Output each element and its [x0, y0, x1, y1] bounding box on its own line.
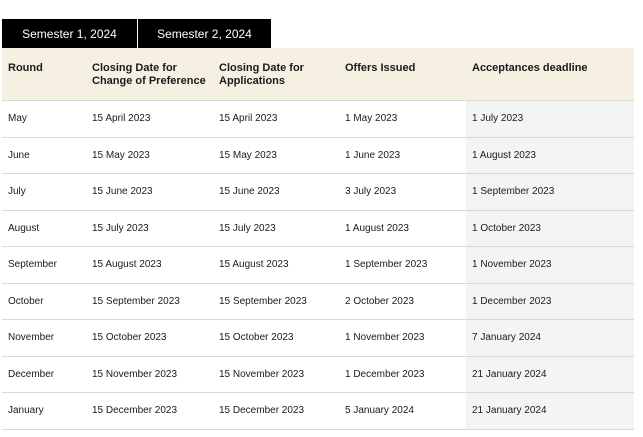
table-body — [2, 101, 634, 430]
cell-round: December — [8, 368, 55, 380]
header-closing-change-of-preference: Closing Date for Change of Preference — [92, 62, 206, 87]
cell-closing-applications: 15 October 2023 — [219, 332, 294, 344]
cell-closing-change-of-preference: 15 June 2023 — [92, 186, 153, 198]
header-closing-applications: Closing Date for Applications — [219, 62, 304, 87]
cell-acceptances-deadline: 1 November 2023 — [466, 247, 634, 283]
cell-offers-issued: 1 December 2023 — [345, 368, 425, 380]
cell-closing-change-of-preference: 15 October 2023 — [92, 332, 167, 344]
cell-round: August — [8, 222, 40, 234]
cell-round: May — [8, 113, 27, 125]
cell-offers-issued: 1 June 2023 — [345, 149, 401, 161]
table-row — [2, 211, 634, 248]
cell-closing-change-of-preference: 15 July 2023 — [92, 222, 149, 234]
cell-closing-change-of-preference: 15 April 2023 — [92, 113, 151, 125]
table-row — [2, 284, 634, 321]
cell-round: June — [8, 149, 30, 161]
cell-closing-applications: 15 August 2023 — [219, 259, 289, 271]
cell-closing-applications: 15 December 2023 — [219, 405, 305, 417]
table-row — [2, 138, 634, 175]
table-row — [2, 320, 634, 357]
cell-round: July — [8, 186, 26, 198]
table-row — [2, 247, 634, 284]
cell-offers-issued: 1 November 2023 — [345, 332, 425, 344]
cell-offers-issued: 1 September 2023 — [345, 259, 428, 271]
cell-round: September — [8, 259, 57, 271]
table-row — [2, 393, 634, 430]
cell-acceptances-deadline: 1 July 2023 — [466, 101, 634, 137]
header-acceptances-deadline: Acceptances deadline — [472, 62, 588, 74]
cell-offers-issued: 1 August 2023 — [345, 222, 409, 234]
cell-offers-issued: 2 October 2023 — [345, 295, 414, 307]
cell-round: November — [8, 332, 55, 344]
cell-acceptances-deadline: 7 January 2024 — [466, 320, 634, 356]
cell-acceptances-deadline: 21 January 2024 — [466, 357, 634, 393]
cell-offers-issued: 5 January 2024 — [345, 405, 414, 417]
cell-offers-issued: 3 July 2023 — [345, 186, 397, 198]
semester-tabs — [2, 19, 271, 48]
cell-closing-applications: 15 April 2023 — [219, 113, 278, 125]
cell-closing-change-of-preference: 15 August 2023 — [92, 259, 162, 271]
cell-closing-change-of-preference: 15 November 2023 — [92, 368, 178, 380]
tab-semester-1-2024[interactable]: Semester 1, 2024 — [2, 19, 137, 48]
cell-closing-applications: 15 June 2023 — [219, 186, 280, 198]
cell-round: October — [8, 295, 44, 307]
tab-semester-2-2024[interactable]: Semester 2, 2024 — [137, 19, 271, 48]
cell-closing-change-of-preference: 15 September 2023 — [92, 295, 180, 307]
table-header — [2, 48, 634, 101]
cell-closing-applications: 15 November 2023 — [219, 368, 305, 380]
cell-closing-change-of-preference: 15 December 2023 — [92, 405, 178, 417]
cell-acceptances-deadline: 1 August 2023 — [466, 138, 634, 174]
cell-round: January — [8, 405, 44, 417]
cell-acceptances-deadline: 21 January 2024 — [466, 393, 634, 429]
cell-closing-applications: 15 September 2023 — [219, 295, 307, 307]
table-row — [2, 101, 634, 138]
cell-acceptances-deadline: 1 December 2023 — [466, 284, 634, 320]
cell-acceptances-deadline: 1 October 2023 — [466, 211, 634, 247]
cell-closing-applications: 15 July 2023 — [219, 222, 276, 234]
header-round: Round — [8, 62, 43, 74]
table-row — [2, 357, 634, 394]
header-offers-issued: Offers Issued — [345, 62, 416, 74]
table-row — [2, 174, 634, 211]
dates-table — [2, 48, 634, 430]
cell-acceptances-deadline: 1 September 2023 — [466, 174, 634, 210]
cell-closing-applications: 15 May 2023 — [219, 149, 277, 161]
cell-offers-issued: 1 May 2023 — [345, 113, 398, 125]
cell-closing-change-of-preference: 15 May 2023 — [92, 149, 150, 161]
